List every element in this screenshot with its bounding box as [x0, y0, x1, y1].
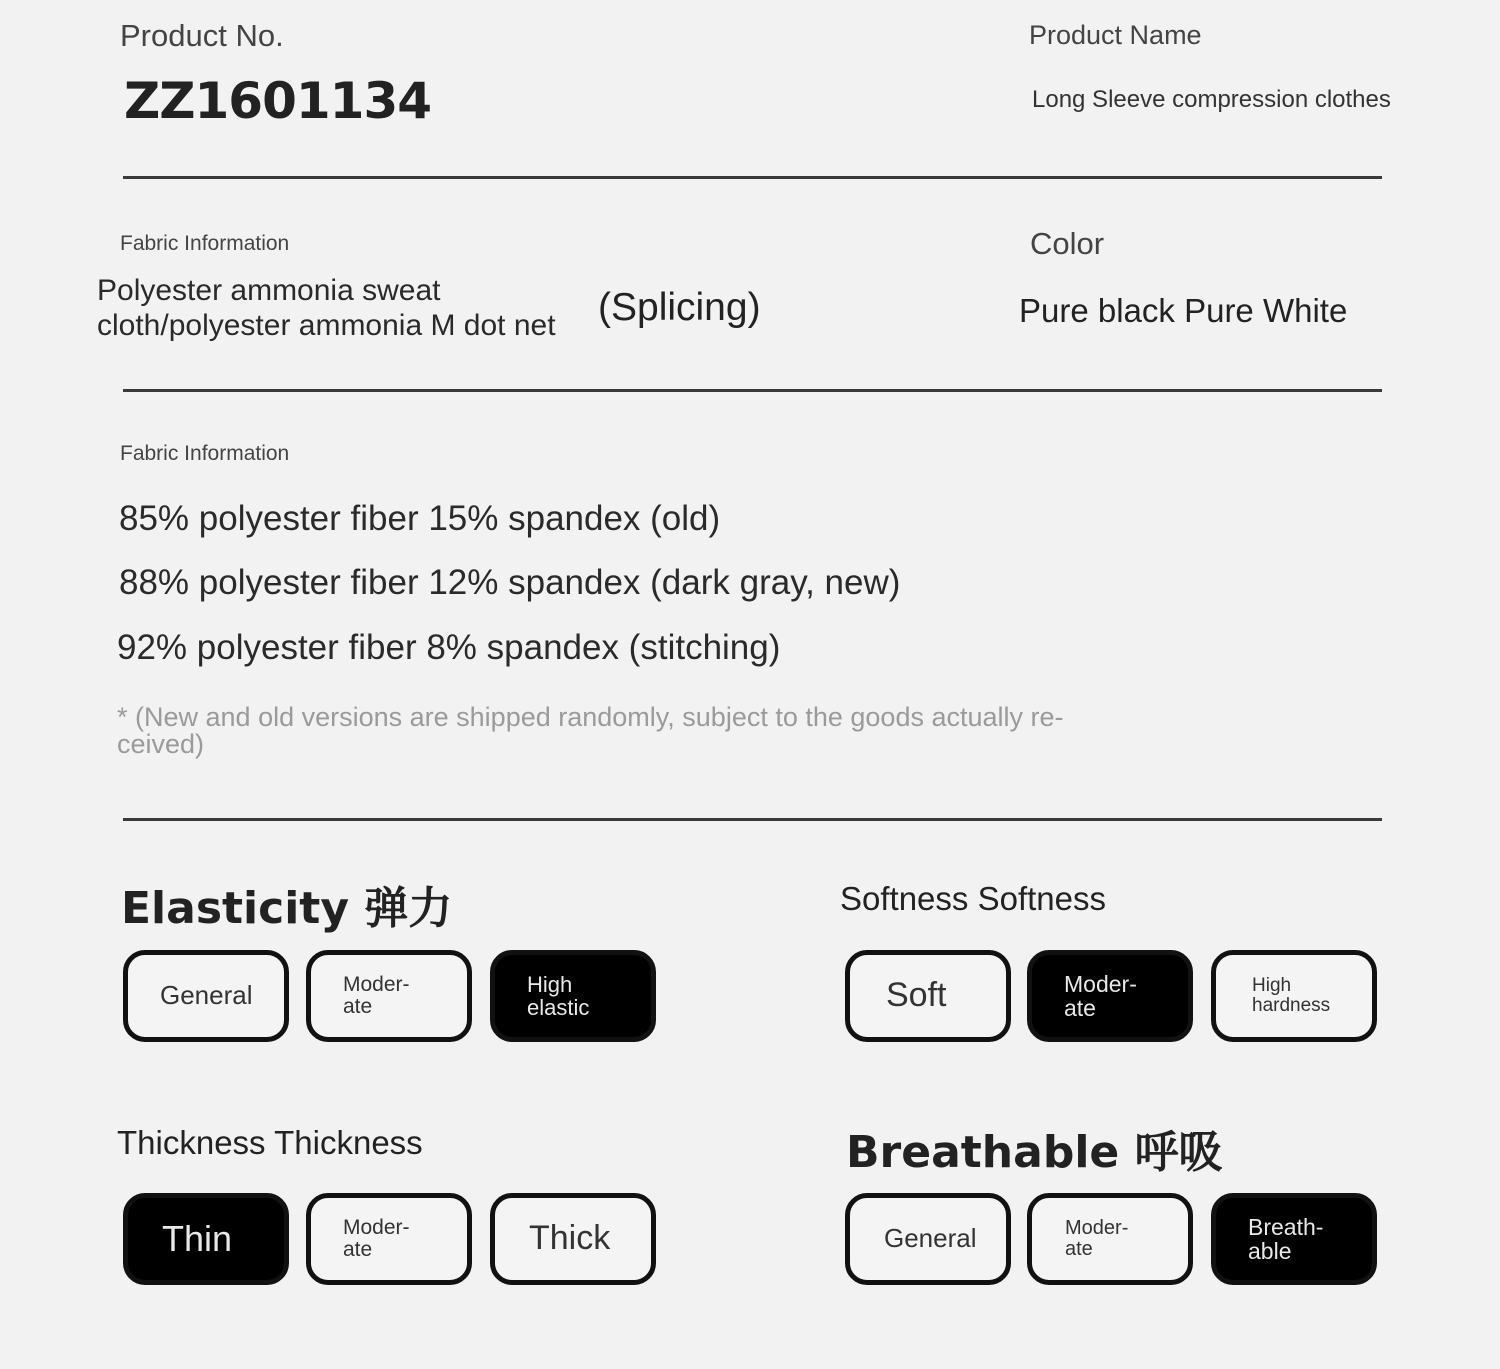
composition-line-new: 88% polyester fiber 12% spandex (dark gray, new) [119, 563, 901, 602]
option-label: Moder- ate [1065, 1217, 1129, 1260]
elasticity-option-moderate [306, 950, 472, 1042]
option-label: High elastic [527, 971, 590, 1020]
divider-3 [123, 818, 1382, 821]
softness-title: Softness Softness [840, 880, 1106, 917]
color-label: Color [1030, 226, 1105, 261]
shipping-note: * (New and old versions are shipped randomly, subject to the goods actually re-ceived) [117, 702, 1064, 759]
softness-option-moderate [1027, 950, 1193, 1042]
softness-option-high-hardness [1211, 950, 1377, 1042]
option-label: Thin [162, 1218, 233, 1260]
fabric-material-line1: Polyester ammonia sweat [97, 274, 441, 307]
elasticity-option-high-elastic [490, 950, 656, 1042]
color-value: Pure black Pure White [1019, 292, 1348, 329]
fabric-splicing-note: (Splicing) [598, 286, 761, 329]
option-label: High hardness [1252, 975, 1331, 1016]
product-name-label: Product Name [1029, 20, 1202, 50]
breathable-title: Breathable 呼吸 [846, 1127, 1223, 1178]
option-label: General [884, 1223, 977, 1254]
breathable-option-general [845, 1193, 1011, 1285]
composition-line-stitching: 92% polyester fiber 8% spandex (stitching) [117, 628, 781, 667]
thickness-option-thin [123, 1193, 289, 1285]
elasticity-option-general [123, 950, 289, 1042]
fabric-info-label: Fabric Information [120, 232, 290, 255]
softness-option-soft [845, 950, 1011, 1042]
option-label: Moder- ate [343, 972, 410, 1018]
product-no-value: ZZ1601134 [124, 72, 432, 130]
option-label: Thick [529, 1219, 611, 1258]
divider-1 [123, 176, 1382, 179]
divider-2 [123, 389, 1382, 392]
thickness-title: Thickness Thickness [117, 1124, 423, 1161]
fabric-composition-label: Fabric Information [120, 442, 290, 465]
fabric-material-line2: cloth/polyester ammonia M dot net [97, 309, 556, 342]
option-label: Soft [886, 976, 947, 1015]
elasticity-title: Elasticity 弹力 [121, 883, 453, 934]
option-label: Breath- able [1248, 1213, 1324, 1264]
option-label: Moder- ate [343, 1215, 410, 1261]
option-label: Moder- ate [1064, 970, 1137, 1021]
thickness-option-thick [490, 1193, 656, 1285]
product-name-value: Long Sleeve compression clothes [1032, 86, 1391, 113]
product-no-label: Product No. [120, 18, 284, 53]
breathable-option-moderate [1027, 1193, 1193, 1285]
composition-line-old: 85% polyester fiber 15% spandex (old) [119, 499, 721, 538]
breathable-option-breathable [1211, 1193, 1377, 1285]
option-label: General [160, 980, 253, 1011]
thickness-option-moderate [306, 1193, 472, 1285]
